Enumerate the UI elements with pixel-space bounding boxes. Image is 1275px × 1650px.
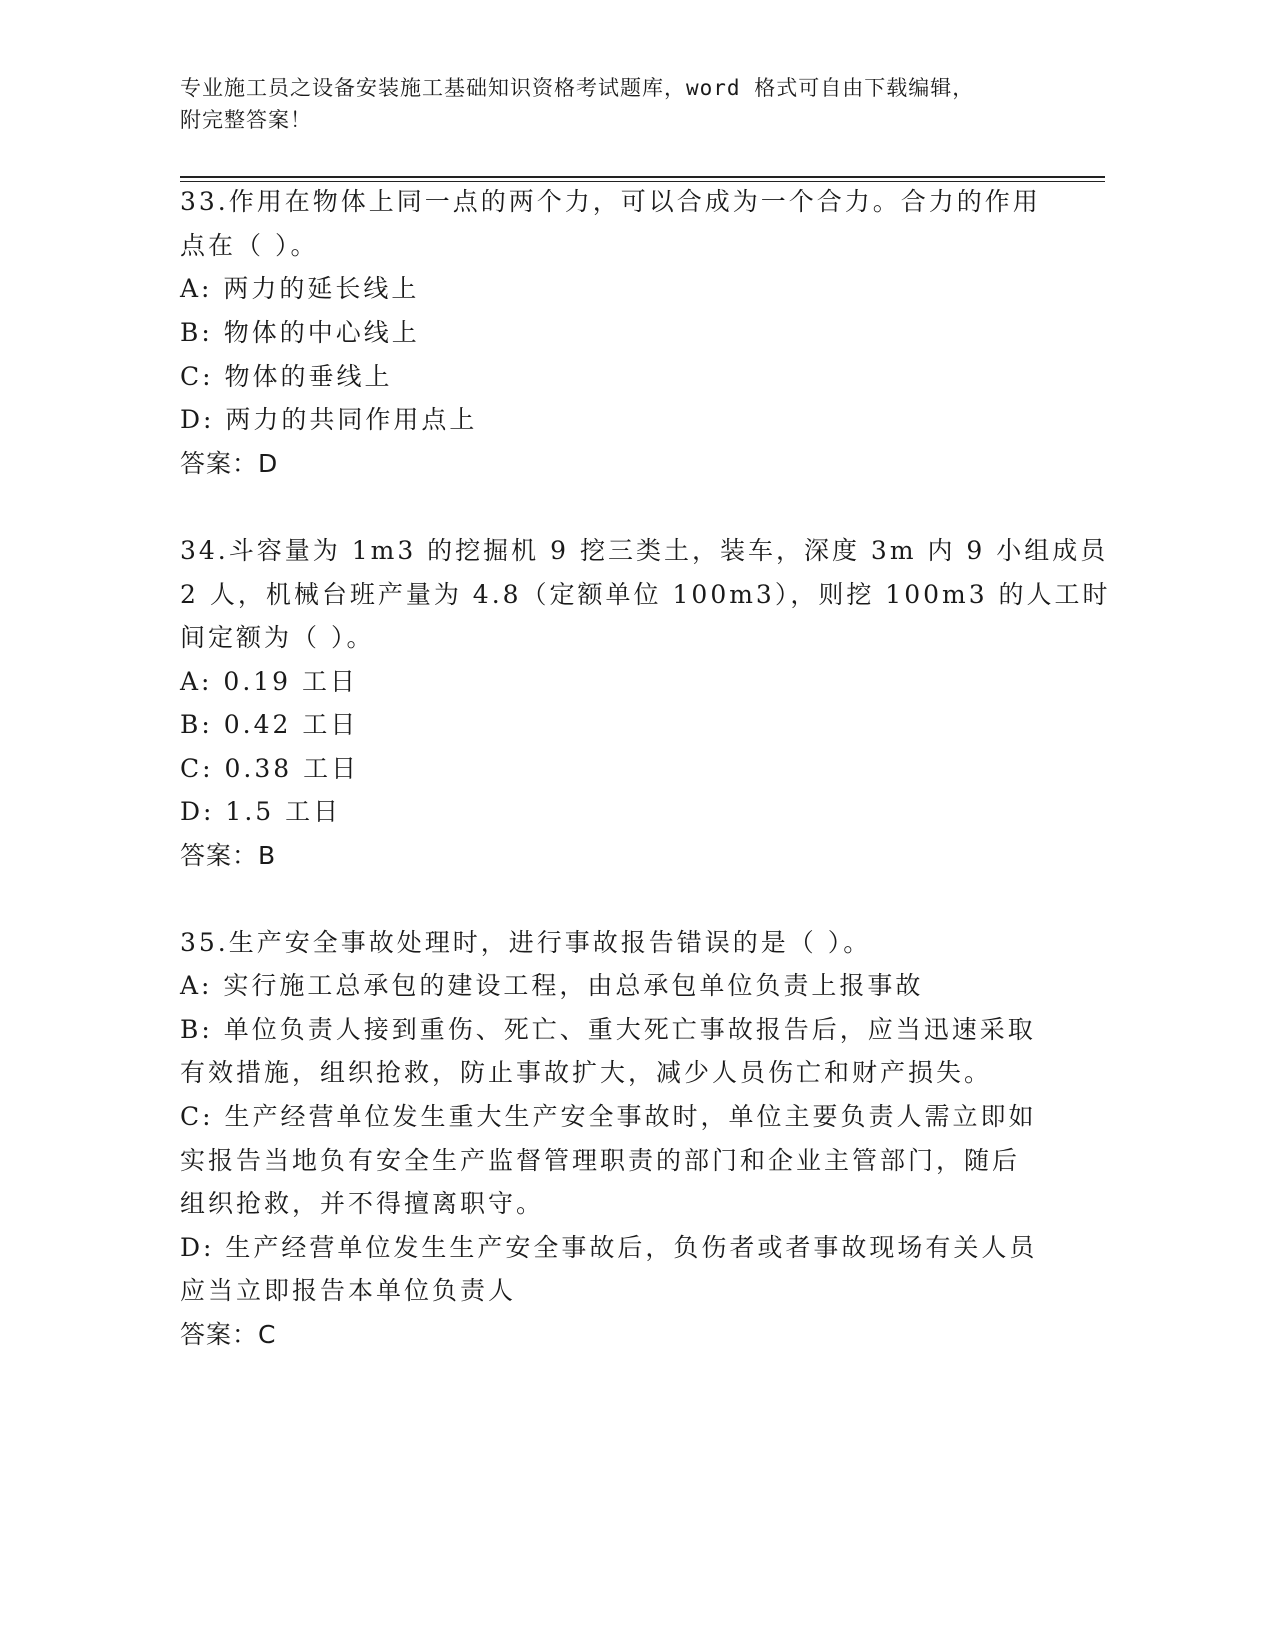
header-divider-thin — [180, 181, 1105, 182]
option-b: B: 物体的中心线上 — [180, 318, 420, 347]
option-b-continued: 有效措施，组织抢救，防止事故扩大，减少人员伤亡和财产损失。 — [180, 1058, 993, 1087]
document-header — [180, 72, 1060, 136]
answer-label: 答案：C — [180, 1320, 277, 1349]
option-a: A: 0.19 工日 — [180, 667, 359, 696]
question-stem-line: 33.作用在物体上同一点的两个力，可以合成为一个合力。合力的作用 — [180, 187, 1041, 216]
option-c: C: 物体的垂线上 — [180, 362, 393, 391]
option-c: C: 生产经营单位发生重大生产安全事故时，单位主要负责人需立即如 — [180, 1102, 1037, 1131]
question-stem-line: 34.斗容量为 1m3 的挖掘机 9 挖三类土，装车，深度 3m 内 9 小组成员 — [180, 536, 1109, 565]
answer-label: 答案：B — [180, 841, 277, 870]
option-b: B: 单位负责人接到重伤、死亡、重大死亡事故报告后，应当迅速采取 — [180, 1015, 1036, 1044]
option-a: A: 实行施工总承包的建设工程，由总承包单位负责上报事故 — [180, 971, 924, 1000]
header-line-1: 专业施工员之设备安装施工基础知识资格考试题库，word 格式可自由下载编辑， — [180, 76, 975, 100]
question-stem-line: 点在（ ）。 — [180, 231, 319, 260]
question-stem-line: 2 人，机械台班产量为 4.8（定额单位 100m3），则挖 100m3 的人工时 — [180, 580, 1111, 609]
option-c-continued: 组织抢救，并不得擅离职守。 — [180, 1189, 545, 1218]
option-c-continued: 实报告当地负有安全生产监督管理职责的部门和企业主管部门，随后 — [180, 1146, 1021, 1175]
option-d-continued: 应当立即报告本单位负责人 — [180, 1276, 517, 1305]
option-d: D: 生产经营单位发生生产安全事故后，负伤者或者事故现场有关人员 — [180, 1233, 1038, 1262]
answer-label: 答案：D — [180, 449, 279, 478]
option-d: D: 1.5 工日 — [180, 797, 342, 826]
question-stem-line: 间定额为（ ）。 — [180, 623, 375, 652]
option-a: A: 两力的延长线上 — [180, 274, 420, 303]
option-b: B: 0.42 工日 — [180, 710, 359, 739]
option-d: D: 两力的共同作用点上 — [180, 405, 478, 434]
header-line-2: 附完整答案！ — [180, 108, 312, 132]
question-stem-line: 35.生产安全事故处理时，进行事故报告错误的是（ ）。 — [180, 928, 872, 957]
header-divider-thick — [180, 176, 1105, 178]
option-c: C: 0.38 工日 — [180, 754, 360, 783]
